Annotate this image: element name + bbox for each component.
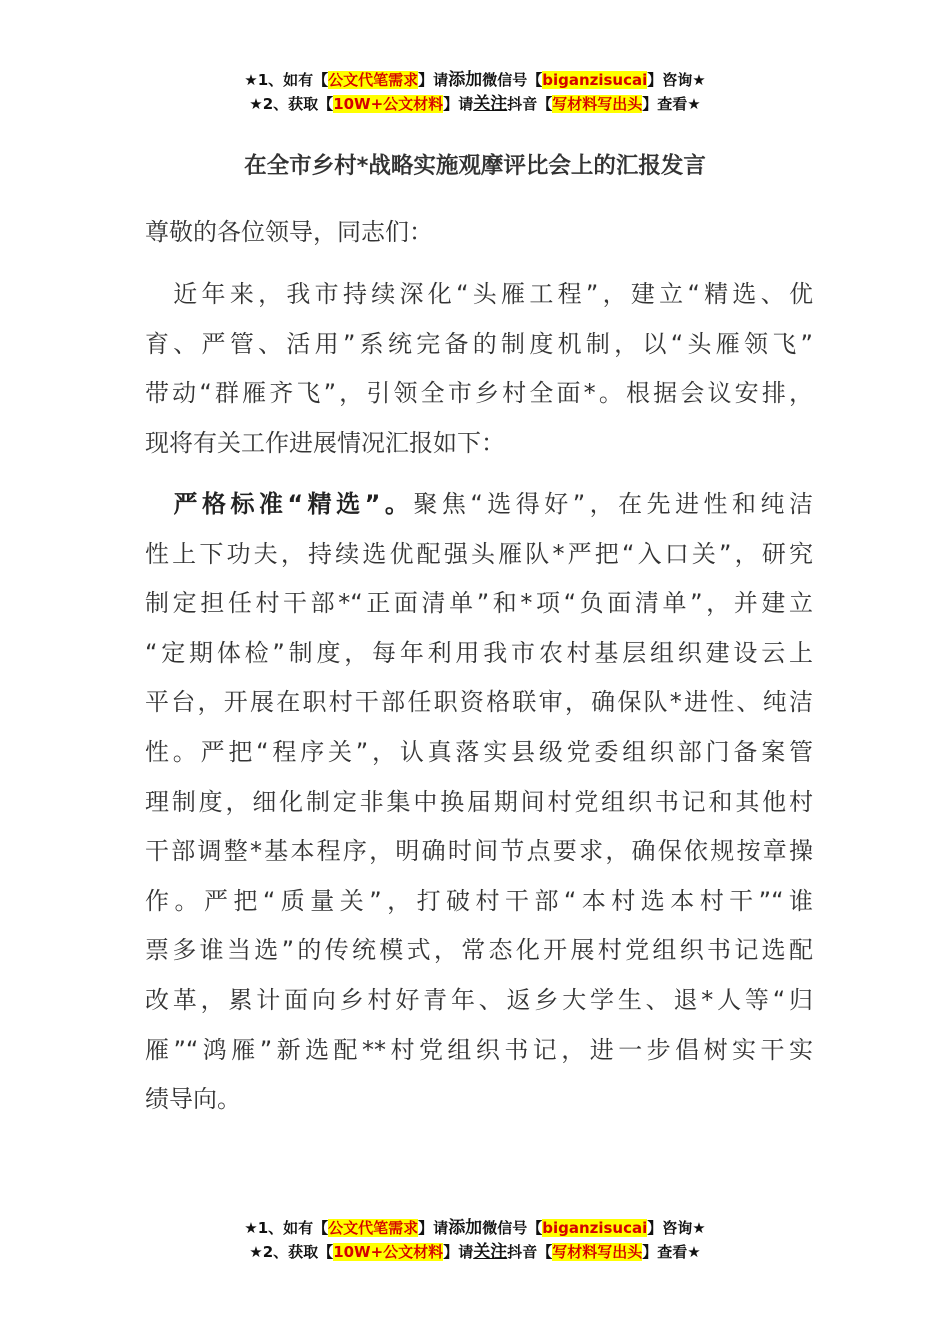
promo-text: 】查看★	[642, 95, 701, 113]
promo-text: ★2、获取【	[249, 1243, 334, 1261]
paragraph-line: 干部调整*基本程序，明确时间节点要求，确保依规按章操	[145, 837, 813, 866]
promo-line-2	[0, 92, 950, 116]
promo-text: 】咨询★	[647, 1219, 706, 1237]
promo-text: ★2、获取【	[249, 95, 334, 113]
promo-wechat-id: biganzisucai	[542, 1219, 648, 1237]
paragraph-text: 聚焦“选得好”，在先进性和纯洁	[413, 490, 813, 518]
promo-text: 】请	[418, 71, 449, 89]
paragraph-line: 育、严管、活用”系统完备的制度机制，以“头雁领飞”	[145, 329, 813, 358]
promo-text: 】咨询★	[647, 71, 706, 89]
promo-line-2	[0, 1240, 950, 1264]
paragraph-line: 性上下功夫，持续选优配强头雁队*严把“入口关”，研究	[145, 539, 813, 568]
salutation: 尊敬的各位领导，同志们：	[145, 218, 433, 246]
promo-highlight: 10W+公文材料	[333, 95, 444, 113]
section-heading: 严格标准“精选”。	[145, 490, 414, 518]
promo-emphasis: 添加	[448, 70, 483, 90]
paragraph-line: 作。严把“质量关”，打破村干部“本村选本村干”“谁	[145, 886, 813, 915]
paragraph-selection-standards	[145, 480, 813, 1125]
bottom-promo-banner	[0, 1216, 950, 1264]
paragraph-line: 制定担任村干部*“正面清单”和*项“负面清单”，并建立	[145, 589, 813, 618]
promo-text: ★1、如有【	[244, 71, 329, 89]
promo-highlight: 公文代笔需求	[328, 71, 419, 89]
paragraph-line: 带动“群雁齐飞”，引领全市乡村全面*。根据会议安排，	[145, 379, 813, 408]
promo-text: 微信号【	[482, 71, 543, 89]
paragraph-line: 改革，累计面向乡村好青年、返乡大学生、退*人等“归	[145, 985, 813, 1014]
paragraph-line: “定期体检”制度，每年利用我市农村基层组织建设云上	[145, 638, 813, 667]
paragraph-line: 理制度，细化制定非集中换届期间村党组织书记和其他村	[145, 787, 813, 816]
promo-text: 】请	[443, 95, 474, 113]
promo-wechat-id: biganzisucai	[542, 71, 648, 89]
promo-text: 抖音【	[507, 1243, 553, 1261]
paragraph-line: 平台，开展在职村干部任职资格联审，确保队*进性、纯洁	[145, 688, 813, 717]
promo-douyin-id: 写材料写出头	[552, 95, 643, 113]
paragraph-line: 性。严把“程序关”，认真落实县级党委组织部门备案管	[145, 737, 813, 766]
promo-line-1	[0, 68, 950, 92]
paragraph-line: 现将有关工作进展情况汇报如下：	[145, 428, 505, 457]
promo-emphasis: 关注	[473, 1242, 508, 1262]
paragraph-line: 绩导向。	[145, 1085, 241, 1114]
promo-text: 】请	[443, 1243, 474, 1261]
document-title: 在全市乡村*战略实施观摩评比会上的汇报发言	[244, 153, 706, 179]
paragraph-line: 雁”“鸿雁”新选配**村党组织书记，进一步倡树实干实	[145, 1035, 813, 1064]
promo-text: 】请	[418, 1219, 449, 1237]
paragraph-line: 票多谁当选”的传统模式，常态化开展村党组织书记选配	[145, 936, 813, 965]
paragraph-line	[145, 480, 813, 530]
promo-text: ★1、如有【	[244, 1219, 329, 1237]
promo-text: 微信号【	[482, 1219, 543, 1237]
promo-emphasis: 关注	[473, 94, 508, 114]
promo-highlight: 公文代笔需求	[328, 1219, 419, 1237]
promo-text: 】查看★	[642, 1243, 701, 1261]
paragraph-intro	[145, 270, 813, 468]
promo-highlight: 10W+公文材料	[333, 1243, 444, 1261]
promo-text: 抖音【	[507, 95, 553, 113]
top-promo-banner	[0, 68, 950, 116]
promo-emphasis: 添加	[448, 1218, 483, 1238]
paragraph-line: 近年来，我市持续深化“头雁工程”，建立“精选、优	[145, 280, 813, 308]
promo-douyin-id: 写材料写出头	[552, 1243, 643, 1261]
promo-line-1	[0, 1216, 950, 1240]
